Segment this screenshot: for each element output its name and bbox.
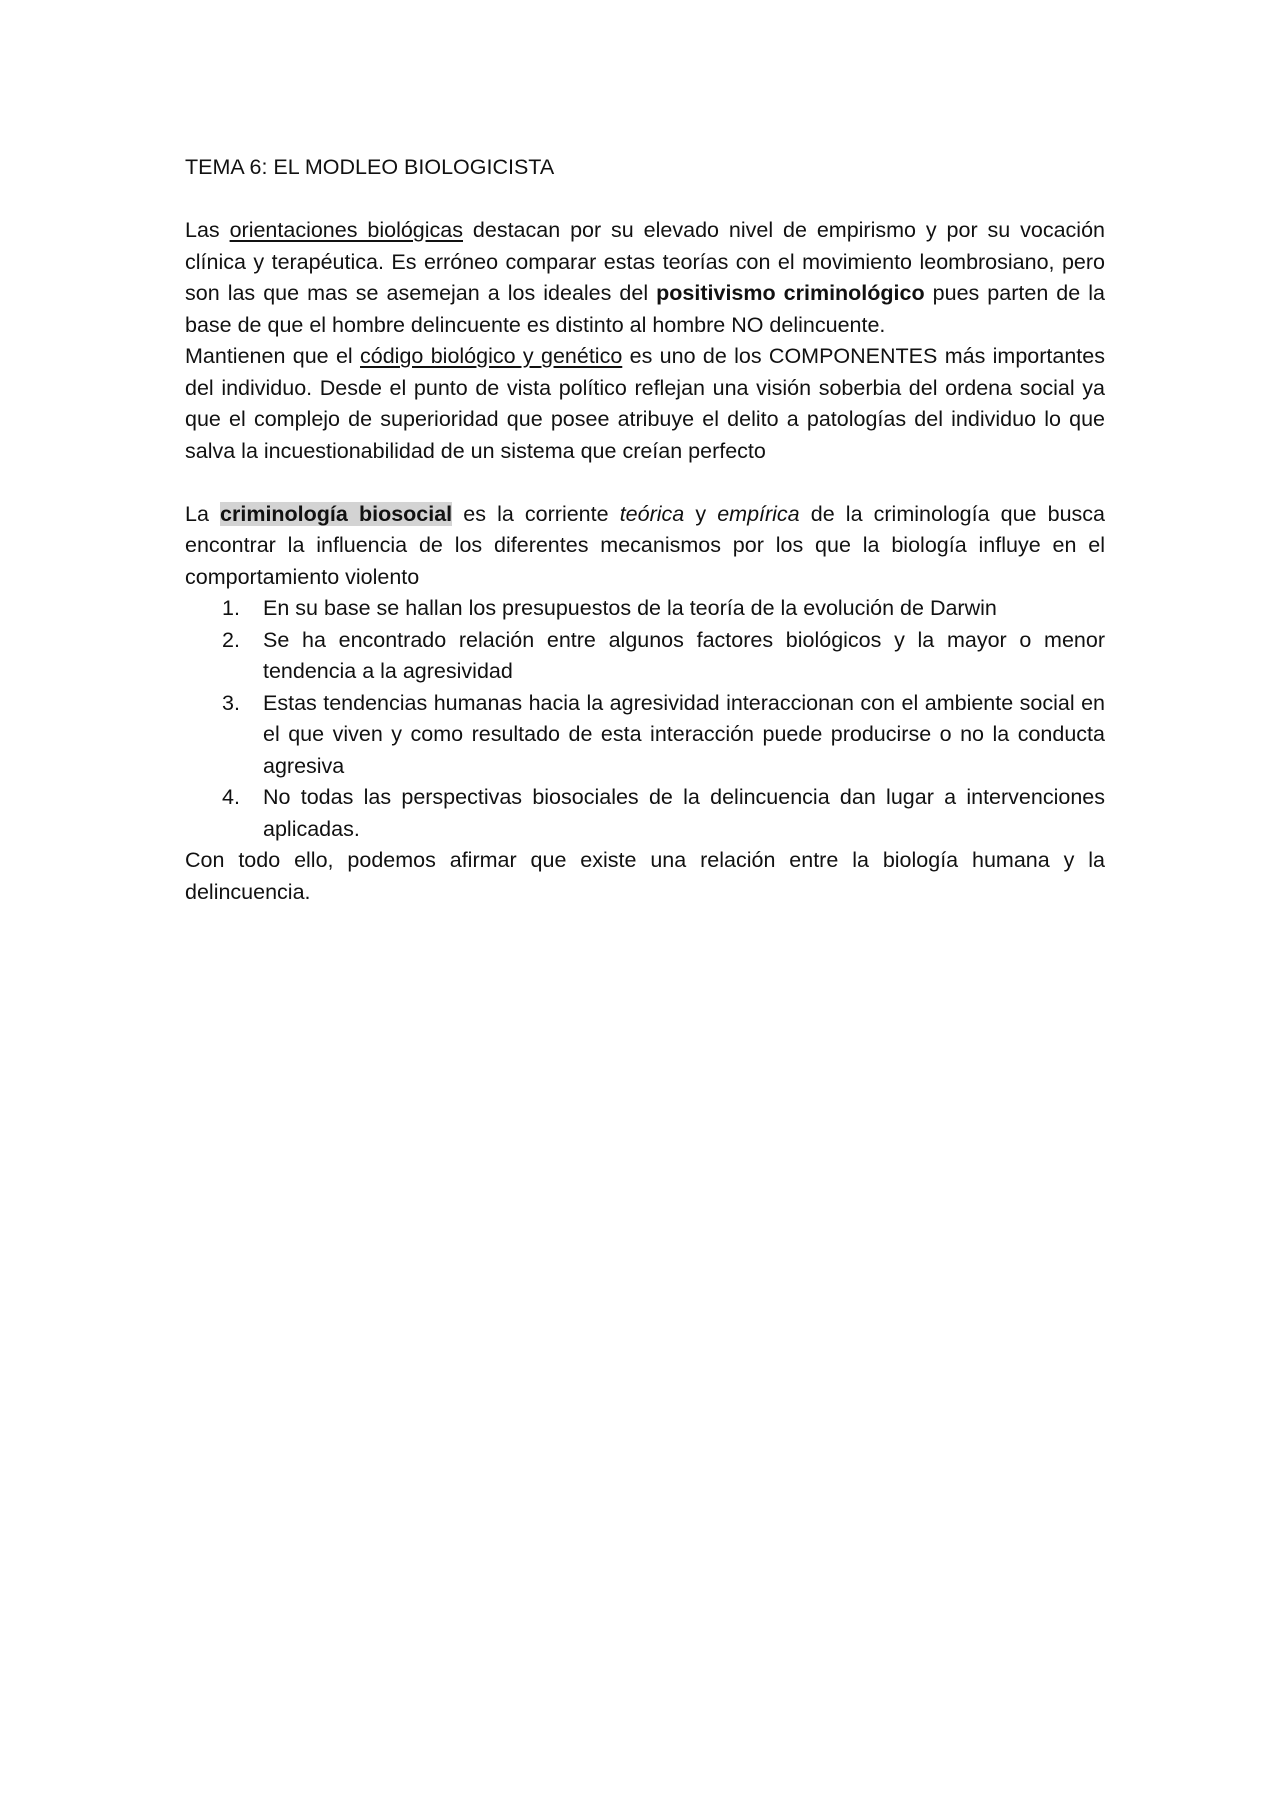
- highlighted-term: criminología biosocial: [220, 501, 453, 526]
- text-run: es uno de los COMPONENTES más importantes del individuo. Desde el punto de vista político reflejan una visión soberbia del ordena social ya que el complejo de superioridad que posee atribuye el delito a patologías del individuo lo que salva la incuestionabilidad de un sistema que creían perfecto: [185, 344, 1105, 463]
- italic-term: empírica: [717, 501, 800, 526]
- paragraph-codigo-biologico: [185, 341, 1105, 467]
- list-item: [185, 688, 1105, 783]
- italic-term: teórica: [619, 501, 685, 526]
- text-run: La: [185, 501, 221, 526]
- text-run: de la criminología que busca encontrar la influencia de los diferentes mecanismos por los que la biología influye en el comportamiento violento: [185, 501, 1105, 589]
- list-number: 1.: [222, 596, 240, 620]
- text-run: Las: [185, 218, 230, 242]
- list-item-text: Se ha encontrado relación entre algunos factores biológicos y la mayor o menor tendencia a la agresividad: [263, 627, 1105, 683]
- text-run: es la corriente: [452, 501, 620, 526]
- text-run: y: [684, 501, 718, 526]
- text-run: Mantienen que el: [185, 344, 361, 368]
- paragraph-orientaciones: [185, 215, 1105, 341]
- list-number: 4.: [222, 785, 240, 809]
- underlined-term: código biológico y genético: [360, 344, 623, 368]
- list-item-text: No todas las perspectivas biosociales de la delincuencia dan lugar a intervenciones aplicadas.: [263, 785, 1105, 841]
- list-number: 2.: [222, 627, 240, 652]
- list-item: [185, 782, 1105, 845]
- document-body: [185, 152, 1105, 908]
- document-title: TEMA 6: EL MODLEO BIOLOGICISTA: [185, 155, 555, 179]
- text-run: destacan por su elevado nivel de empirismo y por su vocación clínica y terapéutica. Es erróneo comparar estas teorías con el movimiento leombrosiano, pero son las que mas se asemejan a los ideales del: [185, 218, 1105, 305]
- list-item-text: Estas tendencias humanas hacia la agresividad interaccionan con el ambiente social en el que viven y como resultado de esta interacción puede producirse o no la conducta agresiva: [263, 690, 1105, 778]
- list-item: [185, 593, 1105, 625]
- bold-term: positivismo criminológico: [656, 281, 925, 305]
- paragraph-criminologia-biosocial: [185, 499, 1105, 594]
- list-item: [185, 625, 1105, 688]
- paragraph-spacer: [185, 467, 1105, 499]
- text-run: pues parten de la base de que el hombre delincuente es distinto al hombre NO delincuente.: [185, 281, 1105, 337]
- list-item-text: En su base se hallan los presupuestos de la teoría de la evolución de Darwin: [263, 596, 997, 620]
- paragraph-conclusion: Con todo ello, podemos afirmar que existe una relación entre la biología humana y la delincuencia.: [185, 848, 1105, 904]
- numbered-list: [185, 593, 1105, 845]
- list-number: 3.: [222, 690, 240, 715]
- underlined-term: orientaciones biológicas: [229, 218, 463, 242]
